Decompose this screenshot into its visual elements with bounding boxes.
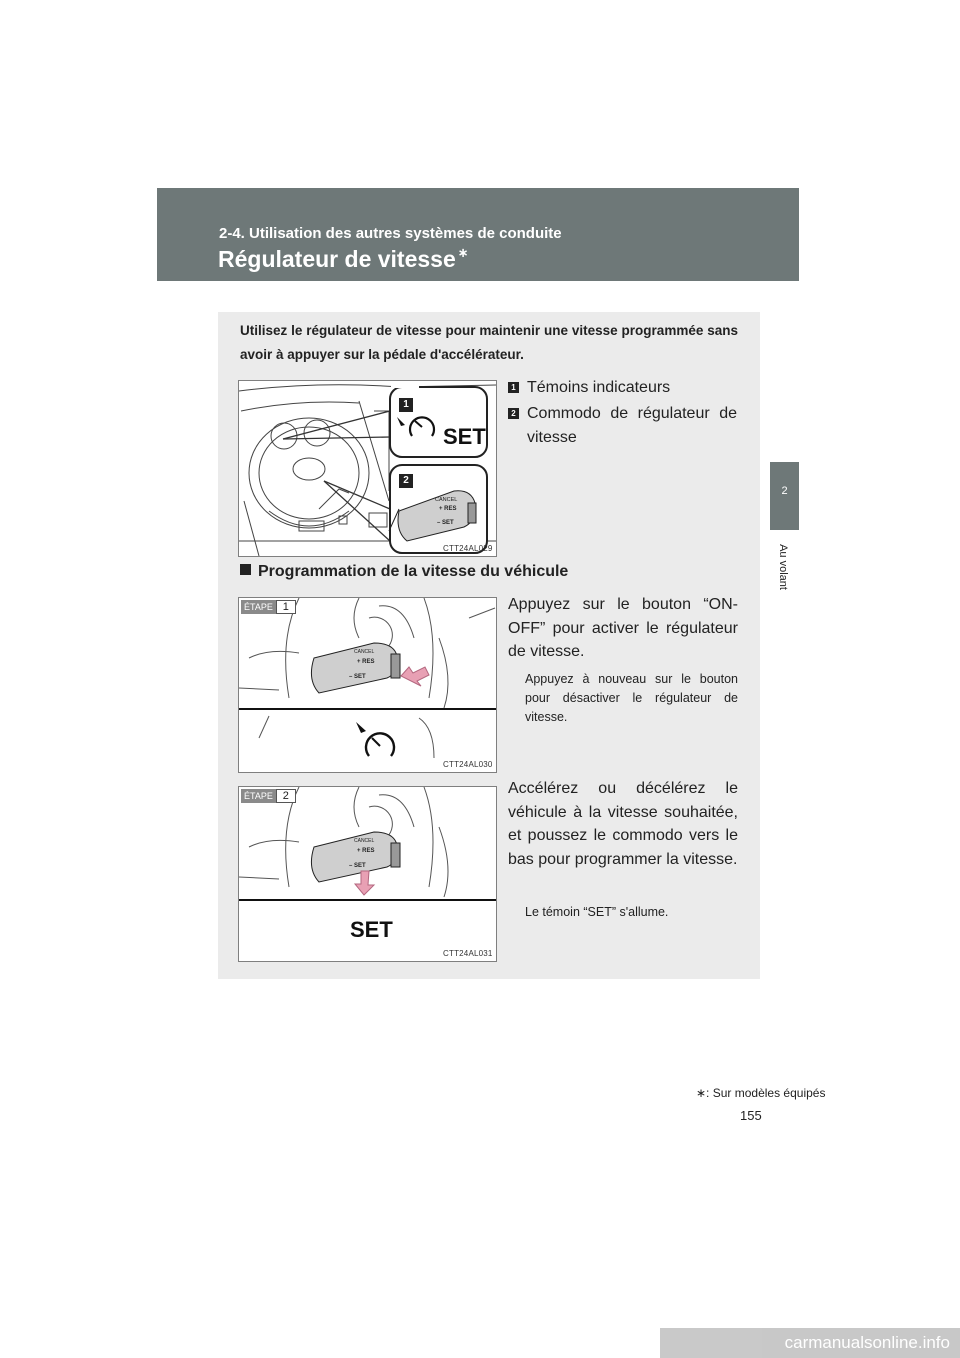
chapter-tab-label: Au volant <box>777 544 789 590</box>
svg-text:+ RES: + RES <box>357 848 375 854</box>
svg-text:CANCEL: CANCEL <box>354 649 375 655</box>
chapter-tab <box>770 462 799 530</box>
chapter-tab-label-wrap <box>773 536 793 606</box>
section-heading <box>240 563 568 581</box>
etape-word-1: ÉTAPE <box>241 600 276 614</box>
legend-number-1: 1 <box>508 382 519 393</box>
etape-badge-1 <box>241 600 296 614</box>
figure1-set-text: SET <box>443 424 486 449</box>
figure2-code: CTT24AL030 <box>443 760 493 769</box>
legend-label-1: Témoins indicateurs <box>527 379 671 396</box>
figure1-callout-2: 2 <box>399 474 413 488</box>
svg-text:CANCEL: CANCEL <box>354 838 375 844</box>
step-1-text: Appuyez sur le bouton “ON-OFF” pour activer le régulateur de vitesse. <box>508 596 738 660</box>
legend-item-2 <box>508 402 738 450</box>
figure1-code: CTT24AL029 <box>443 544 493 553</box>
intro-text: Utilisez le régulateur de vitesse pour maintenir une vitesse programmée sans avoir à appuyer sur la pédale d'accélérateur. <box>240 323 738 362</box>
svg-text:– SET: – SET <box>349 863 366 869</box>
chapter-header <box>157 188 799 281</box>
dashboard-illustration <box>239 381 496 556</box>
chapter-tab-number: 2 <box>781 485 788 497</box>
figure3-code: CTT24AL031 <box>443 949 493 958</box>
svg-text:– SET: – SET <box>437 520 454 526</box>
legend-label-2: Commodo de régulateur de vitesse <box>527 405 737 446</box>
svg-text:+ RES: + RES <box>439 506 457 512</box>
svg-text:CANCEL: CANCEL <box>435 497 458 503</box>
section-heading-text: Programmation de la vitesse du véhicule <box>258 563 569 580</box>
figure-dashboard <box>238 380 497 557</box>
title-asterisk: ∗ <box>457 245 469 260</box>
section-title: 2-4. Utilisation des autres systèmes de conduite <box>219 225 562 242</box>
footnote: ∗: Sur modèles équipés <box>696 1086 826 1100</box>
heading-bullet-icon <box>240 564 251 575</box>
etape-number-2: 2 <box>276 789 296 803</box>
etape-badge-2 <box>241 789 296 803</box>
page-title <box>218 245 469 273</box>
figure3-set-text: SET <box>350 917 393 942</box>
svg-text:+ RES: + RES <box>357 659 375 665</box>
page-title-text: Régulateur de vitesse <box>218 246 456 272</box>
step-2-text: Accélérez ou décélérez le véhicule à la vitesse souhaitée, et poussez le commodo vers le bas pour programmer la vitesse. <box>508 780 738 868</box>
step1-illustration <box>239 598 496 772</box>
legend-item-1 <box>508 376 738 400</box>
step-1-note: Appuyez à nouveau sur le bouton pour désactiver le régulateur de vitesse. <box>525 672 738 724</box>
etape-number-1: 1 <box>276 600 296 614</box>
legend-number-2: 2 <box>508 408 519 419</box>
page-number: 155 <box>740 1108 762 1123</box>
figure-step-2 <box>238 786 497 962</box>
figure1-callout-1: 1 <box>399 398 413 412</box>
etape-word-2: ÉTAPE <box>241 789 276 803</box>
svg-text:– SET: – SET <box>349 674 366 680</box>
figure-step-1 <box>238 597 497 773</box>
watermark: carmanualsonline.info <box>660 1328 960 1358</box>
step-2-note: Le témoin “SET” s'allume. <box>525 905 669 919</box>
step2-illustration <box>239 787 496 961</box>
